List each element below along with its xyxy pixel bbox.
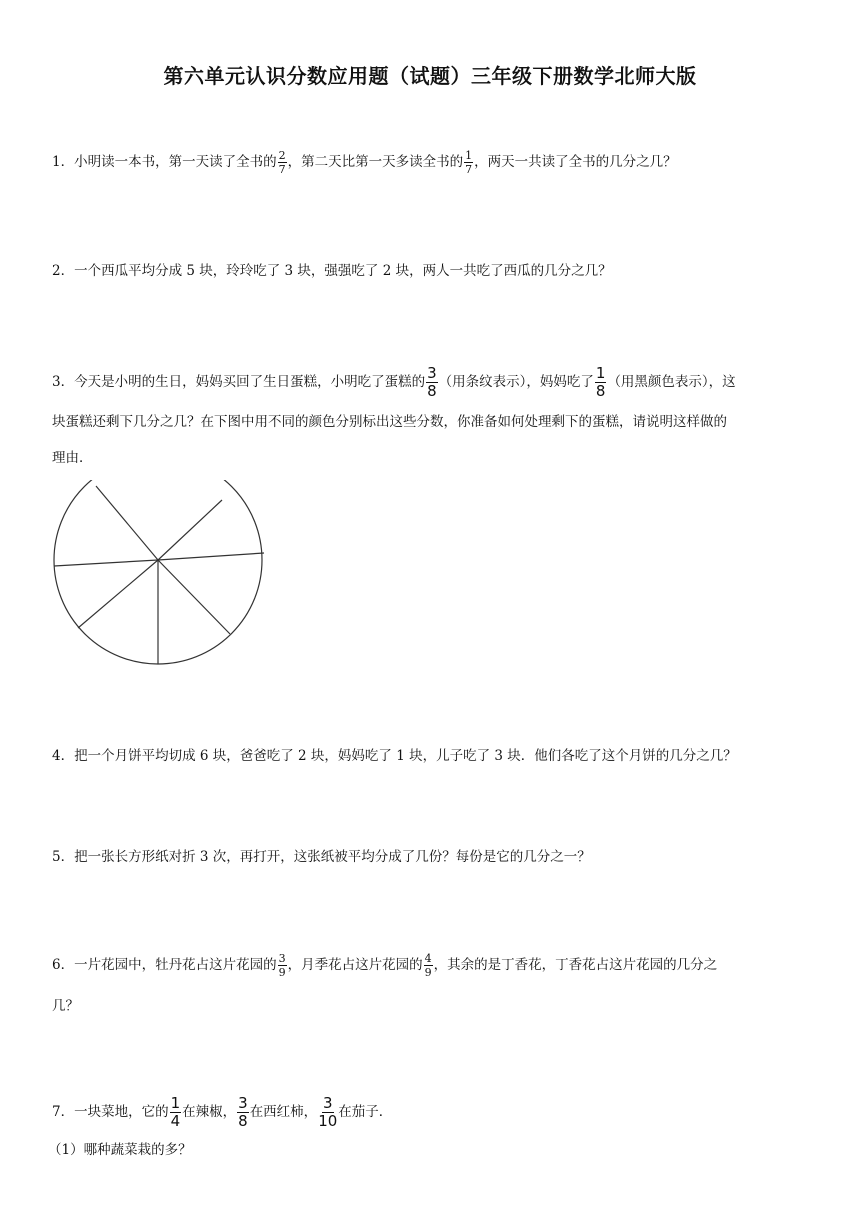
- page-title: 第六单元认识分数应用题（试题）三年级下册数学北师大版: [163, 64, 697, 88]
- q1-f2-numerator: 1: [465, 149, 473, 162]
- q3-text-1: 3．今天是小明的生日，妈妈买回了生日蛋糕，小明吃了蛋糕的: [52, 374, 426, 390]
- q6-fraction-2: [424, 953, 433, 978]
- q7-f2-denominator: 8: [238, 1112, 248, 1130]
- q4-text: 4．把一个月饼平均切成 6 块，爸爸吃了 2 块，妈妈吃了 1 块，儿子吃了 3 块．他们各吃了这个月饼的几分之几？: [52, 748, 737, 764]
- q3-f2-denominator: 8: [595, 382, 606, 400]
- q6-f2-denominator: 9: [424, 966, 432, 979]
- q7-fraction-1: [170, 1096, 182, 1129]
- q6-f1-numerator: 3: [278, 952, 286, 965]
- q7-sub1-text: （1）哪种蔬菜栽的多？: [48, 1142, 192, 1158]
- q2-text: 2．一个西瓜平均分成 5 块，玲玲吃了 3 块，强强吃了 2 块，两人一共吃了西瓜的几分之几？: [52, 263, 612, 279]
- q7-text-2: 在辣椒，: [182, 1104, 237, 1120]
- q6-text-line2: 几？: [52, 998, 79, 1014]
- q7-fraction-2: [237, 1096, 249, 1129]
- q7-text-4: 在茄子．: [338, 1104, 393, 1120]
- question-2: [52, 261, 812, 281]
- question-7: [52, 1096, 812, 1129]
- q1-text-1: 1．小明读一本书，第一天读了全书的: [52, 154, 277, 170]
- q3-f1-denominator: 8: [427, 382, 437, 400]
- q1-f1-denominator: 7: [278, 163, 286, 176]
- question-1: [52, 150, 812, 175]
- q7-text-1: 7．一块菜地，它的: [52, 1104, 169, 1120]
- q3-text-line2: 块蛋糕还剩下几分之几？在下图中用不同的颜色分别标出这些分数，你准备如何处理剩下的蛋糕，请说明这样做的: [52, 414, 727, 430]
- q6-fraction-1: [278, 953, 287, 978]
- question-5: [52, 847, 812, 867]
- q1-f1-numerator: 2: [278, 149, 286, 162]
- question-4: [52, 746, 812, 766]
- q3-fraction-1: [426, 366, 438, 399]
- question-7-sub-1: [48, 1140, 808, 1160]
- question-3: [52, 366, 812, 471]
- q7-f1-numerator: 1: [170, 1094, 181, 1112]
- q7-text-3: 在西红柿，: [249, 1104, 318, 1120]
- q3-text-line3: 理由．: [52, 450, 93, 466]
- q7-f3-denominator: 10: [318, 1112, 338, 1130]
- q6-text-1: 6．一片花园中，牡丹花占这片花园的: [52, 957, 277, 973]
- q1-f2-denominator: 7: [465, 163, 473, 176]
- q1-text-3: ，两天一共读了全书的几分之几？: [474, 154, 677, 170]
- q6-f2-numerator: 4: [424, 952, 432, 965]
- q3-text-3: （用黑颜色表示），这: [607, 374, 736, 390]
- question-6: [52, 953, 812, 1016]
- cake-cut-line-7: [158, 560, 230, 634]
- cake-cut-line-5: [54, 560, 158, 566]
- q3-f1-numerator: 3: [427, 364, 437, 382]
- q3-fraction-2: [595, 366, 607, 399]
- q6-text-3: ，其余的是丁香花，丁香花占这片花园的几分之: [433, 957, 718, 973]
- cake-cut-line-3: [158, 500, 222, 560]
- q1-fraction-1: [278, 150, 287, 175]
- q5-text: 5．把一张长方形纸对折 3 次，再打开，这张纸被平均分成了几份？每份是它的几分之一？: [52, 849, 591, 865]
- q3-text-2: （用条纹表示），妈妈吃了: [438, 374, 594, 390]
- cake-cut-line-2: [96, 486, 158, 560]
- q7-fraction-3: [318, 1096, 337, 1129]
- cake-circle-diagram: [48, 480, 268, 680]
- q6-f1-denominator: 9: [278, 966, 286, 979]
- q7-f1-denominator: 4: [170, 1112, 181, 1130]
- q7-f3-numerator: 3: [322, 1094, 333, 1112]
- q3-f2-numerator: 1: [595, 364, 606, 382]
- cake-cut-line-4: [158, 553, 264, 560]
- cake-cut-line-6: [78, 560, 158, 628]
- q1-fraction-2: [464, 150, 473, 175]
- q7-f2-numerator: 3: [238, 1094, 248, 1112]
- q6-text-2: ，月季花占这片花园的: [287, 957, 423, 973]
- q1-text-2: ，第二天比第一天多读全书的: [287, 154, 464, 170]
